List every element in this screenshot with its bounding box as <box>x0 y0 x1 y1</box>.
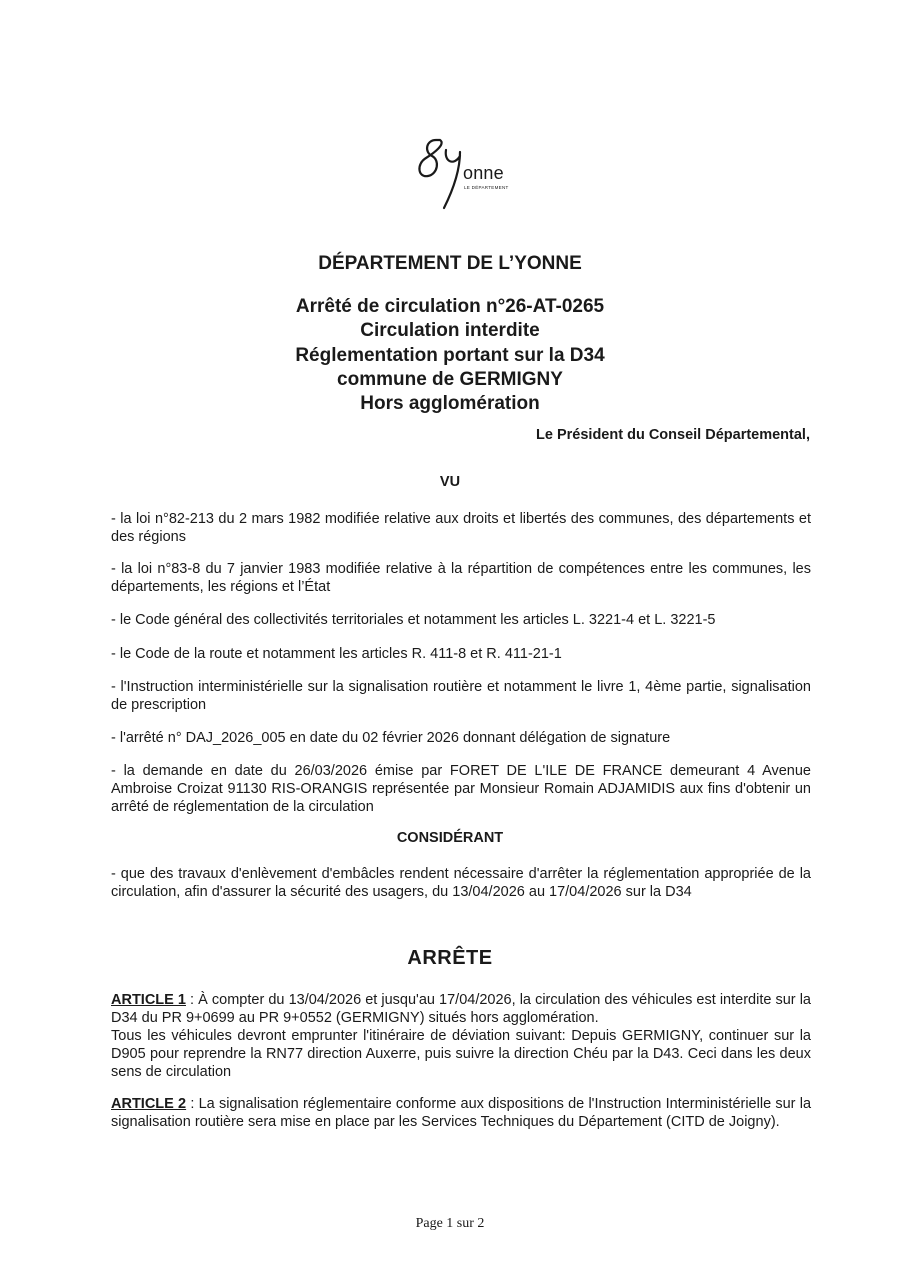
article-2-label: ARTICLE 2 <box>111 1096 187 1112</box>
yonne-logo <box>414 134 514 214</box>
vu-item: - la demande en date du 26/03/2026 émise par FORET DE L'ILE DE FRANCE demeurant 4 Avenue Ambroise Croizat 91130 RIS-ORANGIS représentée par Monsieur Romain ADJAMIDIS aux fins d'obtenir un arrêté de réglementation de la circulation <box>111 763 811 815</box>
vu-item: - la loi n°82-213 du 2 mars 1982 modifiée relative aux droits et libertés des communes, des départements et des régions <box>111 511 811 545</box>
president-line: Le Président du Conseil Départemental, <box>536 427 810 443</box>
page-number: Page 1 sur 2 <box>415 1216 485 1231</box>
order-title-line: Hors agglomération <box>360 393 540 415</box>
order-title-line: Arrêté de circulation n°26-AT-0265 <box>295 296 605 317</box>
article-2-text: : La signalisation réglementaire conforme aux dispositions de l'Instruction Interministérielle sur la signalisation routière sera mise en place par les Services Techniques du Département (CITD de Joigny). <box>111 1096 812 1130</box>
order-title-line: Réglementation portant sur la D34 <box>295 344 605 366</box>
article-1 <box>111 991 811 1081</box>
vu-item: - l'arrêté n° DAJ_2026_005 en date du 02 février 2026 donnant délégation de signature <box>111 730 671 746</box>
order-title-block <box>0 295 900 416</box>
vu-heading: VU <box>439 474 461 490</box>
vu-item: - l'Instruction interministérielle sur la signalisation routière et notamment le livre 1, 4ème partie, signalisation de prescription <box>111 679 811 713</box>
vu-item: - le Code de la route et notamment les articles R. 411-8 et R. 411-21-1 <box>111 646 562 662</box>
logo-name: onne <box>463 163 504 183</box>
department-title: DÉPARTEMENT DE L’YONNE <box>318 253 582 274</box>
vu-item: - la loi n°83-8 du 7 janvier 1983 modifiée relative à la répartition de compétences entre les communes, les départements, les régions et l’État <box>111 561 811 595</box>
considerant-text: - que des travaux d'enlèvement d'embâcles rendent nécessaire d'arrêter la réglementation appropriée de la circulation, afin d'assurer la sécurité des usagers, du 13/04/2026 au 17/04/2026 sur la D34 <box>111 866 811 900</box>
article-1-label: ARTICLE 1 <box>111 992 186 1008</box>
arrete-heading: ARRÊTE <box>407 947 493 969</box>
logo-subtitle: LE DÉPARTEMENT <box>464 185 509 190</box>
vu-item: - le Code général des collectivités territoriales et notamment les articles L. 3221-4 et L. 3221-5 <box>111 612 716 628</box>
order-title-line: Circulation interdite <box>360 320 540 342</box>
article-1-detour: Tous les véhicules devront emprunter l'itinéraire de déviation suivant: Depuis GERMIGNY, continuer sur la D905 pour reprendre la RN77 direction Auxerre, puis suivre la direction Chéu par la D43. Ceci dans les deux sens de circulation <box>111 1028 811 1080</box>
article-1-text: : À compter du 13/04/2026 et jusqu'au 17/04/2026, la circulation des véhicules est interdite sur la D34 du PR 9+0699 au PR 9+0552 (GERMIGNY) situés hors agglomération. <box>111 992 812 1026</box>
order-title-line: commune de GERMIGNY <box>337 368 563 390</box>
article-2 <box>111 1095 811 1131</box>
considerant-heading: CONSIDÉRANT <box>396 830 504 846</box>
